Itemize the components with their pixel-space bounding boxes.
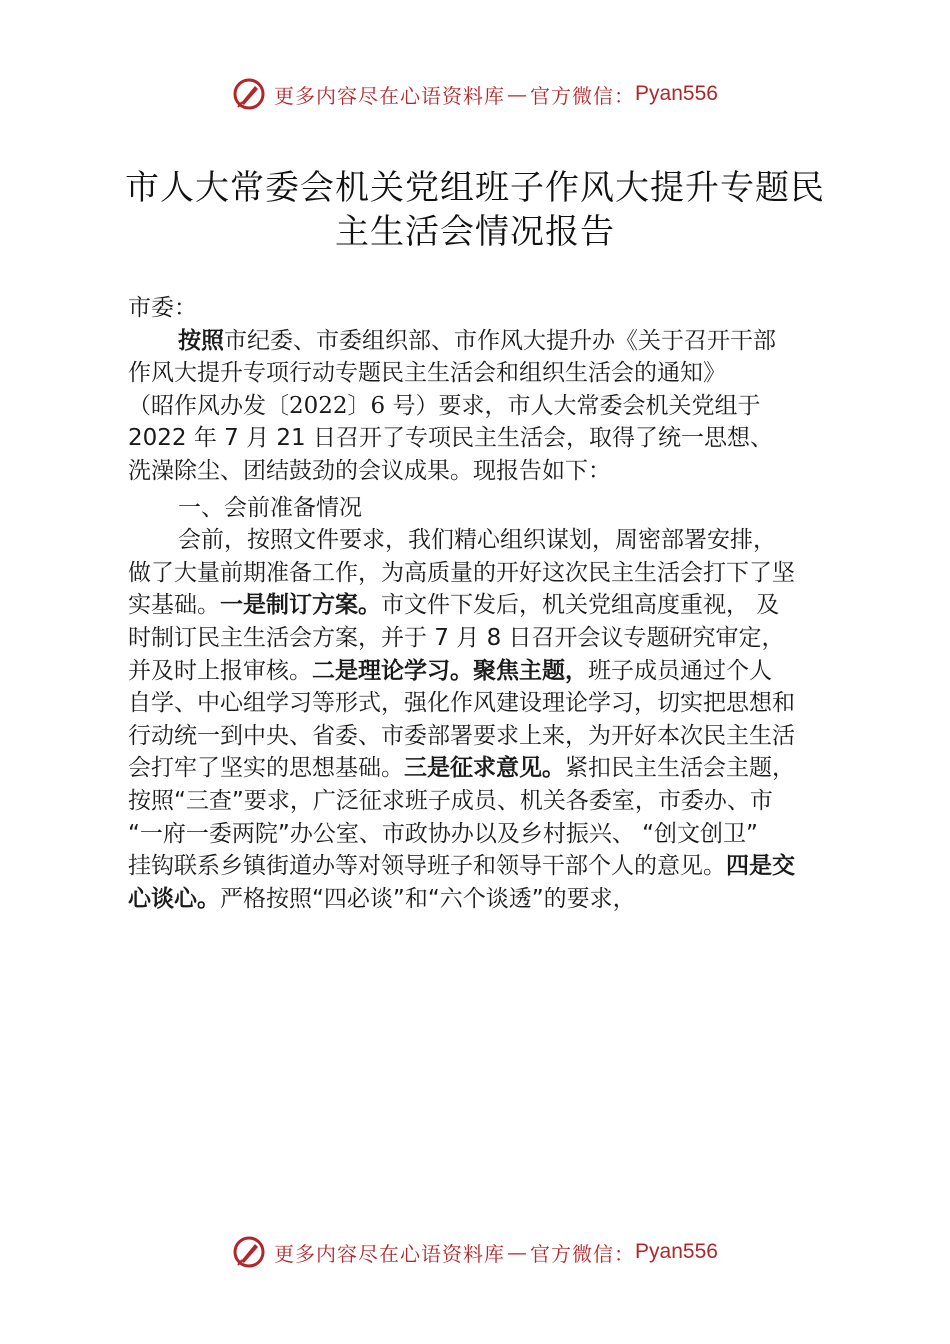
p1-text: 市纪委、市委组织部、市作风大提升办《关于召开干部 bbox=[224, 327, 776, 354]
p2-line bbox=[128, 589, 840, 622]
p1-lead: 按照 bbox=[178, 326, 224, 354]
p2-line: 按照“三查”要求，广泛征求班子成员、机关各委室，市委办、市 bbox=[128, 787, 773, 814]
p2-line bbox=[128, 752, 840, 785]
p2-line: 行动统一到中央、省委、市委部署要求上来，为开好本次民主生活 bbox=[128, 722, 795, 749]
p2-line bbox=[128, 655, 840, 688]
p2-line: 会前，按照文件要求，我们精心组织谋划，周密部署安排， bbox=[178, 527, 776, 554]
title-line-1: 市人大常委会机关党组班子作风大提升专题民 bbox=[125, 168, 825, 208]
banner-wechat-label: 官方微信： bbox=[530, 1241, 636, 1266]
p2-line: 时制订民主生活会方案，并于 7 月 8 日召开会议专题研究审定， bbox=[128, 624, 785, 651]
p2-line: 做了大量前期准备工作，为高质量的开好这次民主生活会打下了坚 bbox=[128, 559, 795, 586]
banner-wechat-id: Pyan556 bbox=[635, 1240, 718, 1263]
p2-text: 严格按照“四必谈”和“六个谈透”的要求， bbox=[220, 885, 636, 912]
p2-line: 自学、中心组学习等形式，强化作风建设理论学习，切实把思想和 bbox=[128, 690, 795, 717]
p2-bold: 心谈心。 bbox=[128, 885, 220, 912]
document-title bbox=[0, 166, 950, 254]
p2-line: “一府一委两院”办公室、市政协办以及乡村振兴、 “创文创卫” bbox=[128, 820, 758, 847]
p1-line: 洗澡除尘、团结鼓劲的会议成果。现报告如下： bbox=[128, 457, 611, 484]
salutation: 市委： bbox=[128, 295, 197, 321]
banner-wechat-id: Pyan556 bbox=[635, 82, 718, 105]
banner-dash: — bbox=[507, 82, 529, 106]
p2-text: 班子成员通过个人 bbox=[588, 657, 772, 684]
footer-banner bbox=[0, 1230, 950, 1274]
title-line-2: 主生活会情况报告 bbox=[335, 212, 615, 252]
p2-text: 并及时上报审核。 bbox=[128, 657, 312, 684]
p2-text: 实基础。 bbox=[128, 592, 220, 619]
p2-bold: 三是征求意见。 bbox=[404, 755, 565, 782]
banner-dash: — bbox=[507, 1240, 529, 1264]
p1-line: （昭作风办发〔2022〕6 号）要求，市人大常委会机关党组于 bbox=[128, 392, 761, 419]
p2-bold: 二是理论学习。聚焦主题， bbox=[312, 657, 588, 684]
section-heading-1: 一、会前准备情况 bbox=[178, 494, 362, 521]
document-body bbox=[128, 292, 840, 915]
p1-line bbox=[128, 325, 840, 358]
p1-line: 2022 年 7 月 21 日召开了专项民主生活会，取得了统一思想、 bbox=[128, 425, 773, 452]
banner-wechat-label: 官方微信： bbox=[530, 83, 636, 108]
p2-text: 市文件下发后，机关党组高度重视， 及 bbox=[381, 592, 780, 619]
p2-bold: 四是交 bbox=[726, 853, 795, 880]
p2-text: 紧扣民主生活会主题， bbox=[565, 755, 795, 782]
p1-line: 作风大提升专项行动专题民主生活会和组织生活会的通知》 bbox=[128, 360, 726, 387]
pen-logo-icon bbox=[232, 77, 266, 111]
pen-logo-icon bbox=[232, 1235, 266, 1269]
banner-brand: 更多内容尽在心语资料库 bbox=[274, 83, 506, 108]
p2-line bbox=[128, 883, 840, 916]
banner-brand: 更多内容尽在心语资料库 bbox=[274, 1241, 506, 1266]
p2-line bbox=[128, 850, 840, 883]
p2-text: 挂钩联系乡镇街道办等对领导班子和领导干部个人的意见。 bbox=[128, 853, 726, 880]
header-banner bbox=[0, 72, 950, 116]
p2-text: 会打牢了坚实的思想基础。 bbox=[128, 755, 404, 782]
p2-bold: 一是制订方案。 bbox=[220, 592, 381, 619]
